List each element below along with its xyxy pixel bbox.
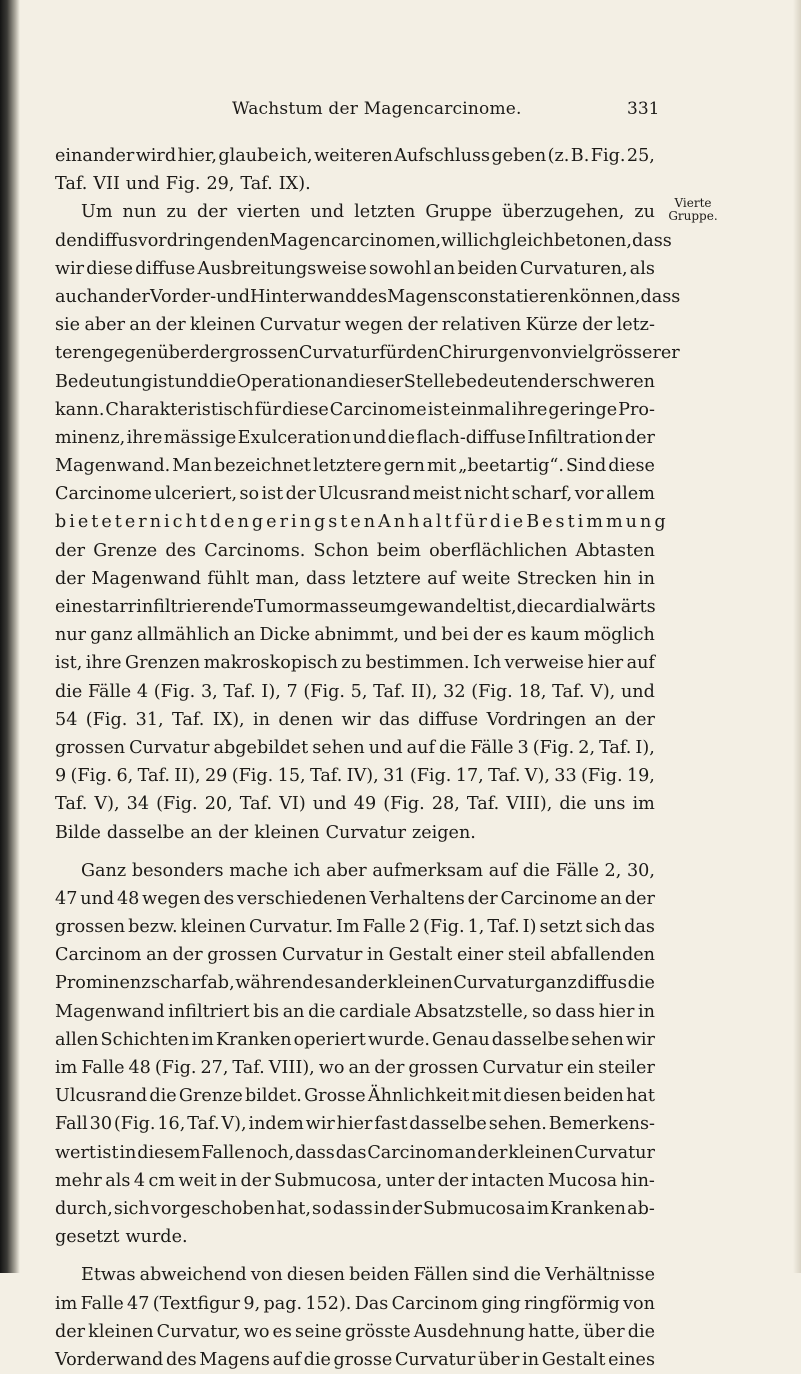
text-line: der Grenze des Carcinoms. Schon beim oberflächlichen Abtasten	[55, 540, 655, 561]
text-line: teren gegenüber der grossen Curvatur für den Chirurgen von viel grösserer	[55, 343, 680, 364]
text-line: allen Schichten im Kranken operiert wurde. Genau dasselbe sehen wir	[55, 1029, 655, 1050]
text-line: im Falle 48 (Fig. 27, Taf. VIII), wo an der grossen Curvatur ein steiler	[55, 1058, 655, 1078]
text-line: mehr als 4 cm weit in der Submucosa, unter der intacten Mucosa hin-	[55, 1170, 655, 1191]
text-line: Ganz besonders mache ich aber aufmerksam auf die Fälle 2, 30,	[81, 860, 655, 881]
text-line: 47 und 48 wegen des verschiedenen Verhaltens der Carcinome an der	[55, 888, 655, 909]
text-line: Taf. V), 34 (Fig. 20, Taf. VI) und 49 (Fig. 28, Taf. VIII), die uns im	[55, 794, 655, 815]
scan-edge-shadow-right	[793, 0, 801, 1273]
text-line: wert ist in diesem Falle noch, dass das Carcinom an der kleinen Curvatur	[55, 1142, 655, 1163]
text-line: Bilde dasselbe an der kleinen Curvatur zeigen.	[55, 822, 476, 843]
margin-note-line-2: Gruppe.	[668, 209, 718, 223]
text-line: Ulcusrand die Grenze bildet. Grosse Ähnlichkeit mit diesen beiden hat	[55, 1086, 655, 1107]
text-line: der kleinen Curvatur, wo es seine grösste Ausdehnung hatte, über die	[55, 1321, 655, 1342]
text-line: 54 (Fig. 31, Taf. IX), in denen wir das diffuse Vordringen an der	[55, 709, 655, 730]
text-line: grossen Curvatur abgebildet sehen und auf die Fälle 3 (Fig. 2, Taf. I),	[55, 737, 655, 758]
text-line: Etwas abweichend von diesen beiden Fällen sind die Verhältnisse	[81, 1265, 655, 1286]
paragraph-gap	[55, 1251, 655, 1261]
text-line: wir diese diffuse Ausbreitungsweise sowohl an beiden Curvaturen, als	[55, 258, 655, 279]
text-line: Carcinom an der grossen Curvatur in Gestalt einer steil abfallenden	[55, 945, 655, 966]
text-line: Prominenz scharf ab, während es an der kleinen Curvatur ganz diffus die	[55, 973, 655, 994]
margin-note-line-1: Vierte	[674, 196, 712, 210]
text-line: einander wird hier, glaube ich, weiteren Aufschluss geben (z. B. Fig. 25,	[55, 146, 655, 166]
text-line: eine starr infiltrierende Tumormasse umgewandelt ist, die cardialwärts	[55, 597, 656, 617]
text-line: den diffus vordringenden Magencarcinomen, will ich gleich betonen, dass	[55, 230, 672, 251]
running-head	[0, 99, 801, 127]
margin-note	[665, 197, 721, 223]
text-line: Fall 30 (Fig. 16, Taf. V), indem wir hier fast dasselbe sehen. Bemerkens-	[55, 1114, 655, 1135]
text-line: nur ganz allmählich an Dicke abnimmt, und bei der es kaum möglich	[55, 625, 655, 646]
running-title: Wachstum der Magencarcinome.	[232, 99, 522, 119]
page-number: 331	[627, 99, 660, 119]
text-line: der Magenwand fühlt man, dass letztere auf weite Strecken hin in	[55, 568, 655, 589]
text-line: gesetzt wurde.	[55, 1227, 188, 1248]
text-line: Carcinome ulceriert, so ist der Ulcusrand meist nicht scharf, vor allem	[55, 484, 655, 505]
text-line: bietet er nicht den geringsten Anhalt für die Bestimmung	[55, 512, 669, 533]
text-line: auch an der Vorder- und Hinterwand des Magens constatieren können, dass	[55, 286, 681, 307]
text-line: durch, sich vorgeschoben hat, so dass in der Submucosa im Kranken ab-	[55, 1198, 655, 1219]
text-line: Bedeutung ist und die Operation an dieser Stelle bedeutend erschweren	[55, 371, 655, 392]
text-line: Taf. VII und Fig. 29, Taf. IX).	[55, 174, 311, 195]
text-line: 9 (Fig. 6, Taf. II), 29 (Fig. 15, Taf. IV), 31 (Fig. 17, Taf. V), 33 (Fig. 19,	[55, 766, 655, 787]
scan-edge-shadow	[0, 0, 20, 1273]
text-line: Um nun zu der vierten und letzten Gruppe überzugehen, zu	[81, 202, 655, 223]
text-line: Magenwand infiltriert bis an die cardiale Absatzstelle, so dass hier in	[55, 1001, 655, 1022]
text-line: ist, ihre Grenzen makroskopisch zu bestimmen. Ich verweise hier auf	[55, 653, 655, 674]
text-line: Vorderwand des Magens auf die grosse Curvatur über in Gestalt eines	[55, 1349, 655, 1370]
text-line: im Falle 47 (Textfigur 9, pag. 152). Das Carcinom ging ringförmig von	[55, 1293, 655, 1314]
text-line: Magenwand. Man bezeichnet letztere gern mit „beetartig“. Sind diese	[55, 456, 655, 477]
text-line: minenz, ihre mässige Exulceration und die flach-diffuse Infiltration der	[55, 427, 655, 448]
text-line: die Fälle 4 (Fig. 3, Taf. I), 7 (Fig. 5, Taf. II), 32 (Fig. 18, Taf. V), und	[55, 681, 655, 702]
body-text	[55, 142, 681, 1374]
text-line: kann. Charakteristisch für diese Carcinome ist einmal ihre geringe Pro-	[55, 399, 655, 420]
paragraph-gap	[55, 847, 655, 857]
text-line: grossen bezw. kleinen Curvatur. Im Falle 2 (Fig. 1, Taf. I) setzt sich das	[55, 917, 655, 938]
text-line: sie aber an der kleinen Curvatur wegen der relativen Kürze der letz-	[55, 315, 655, 336]
